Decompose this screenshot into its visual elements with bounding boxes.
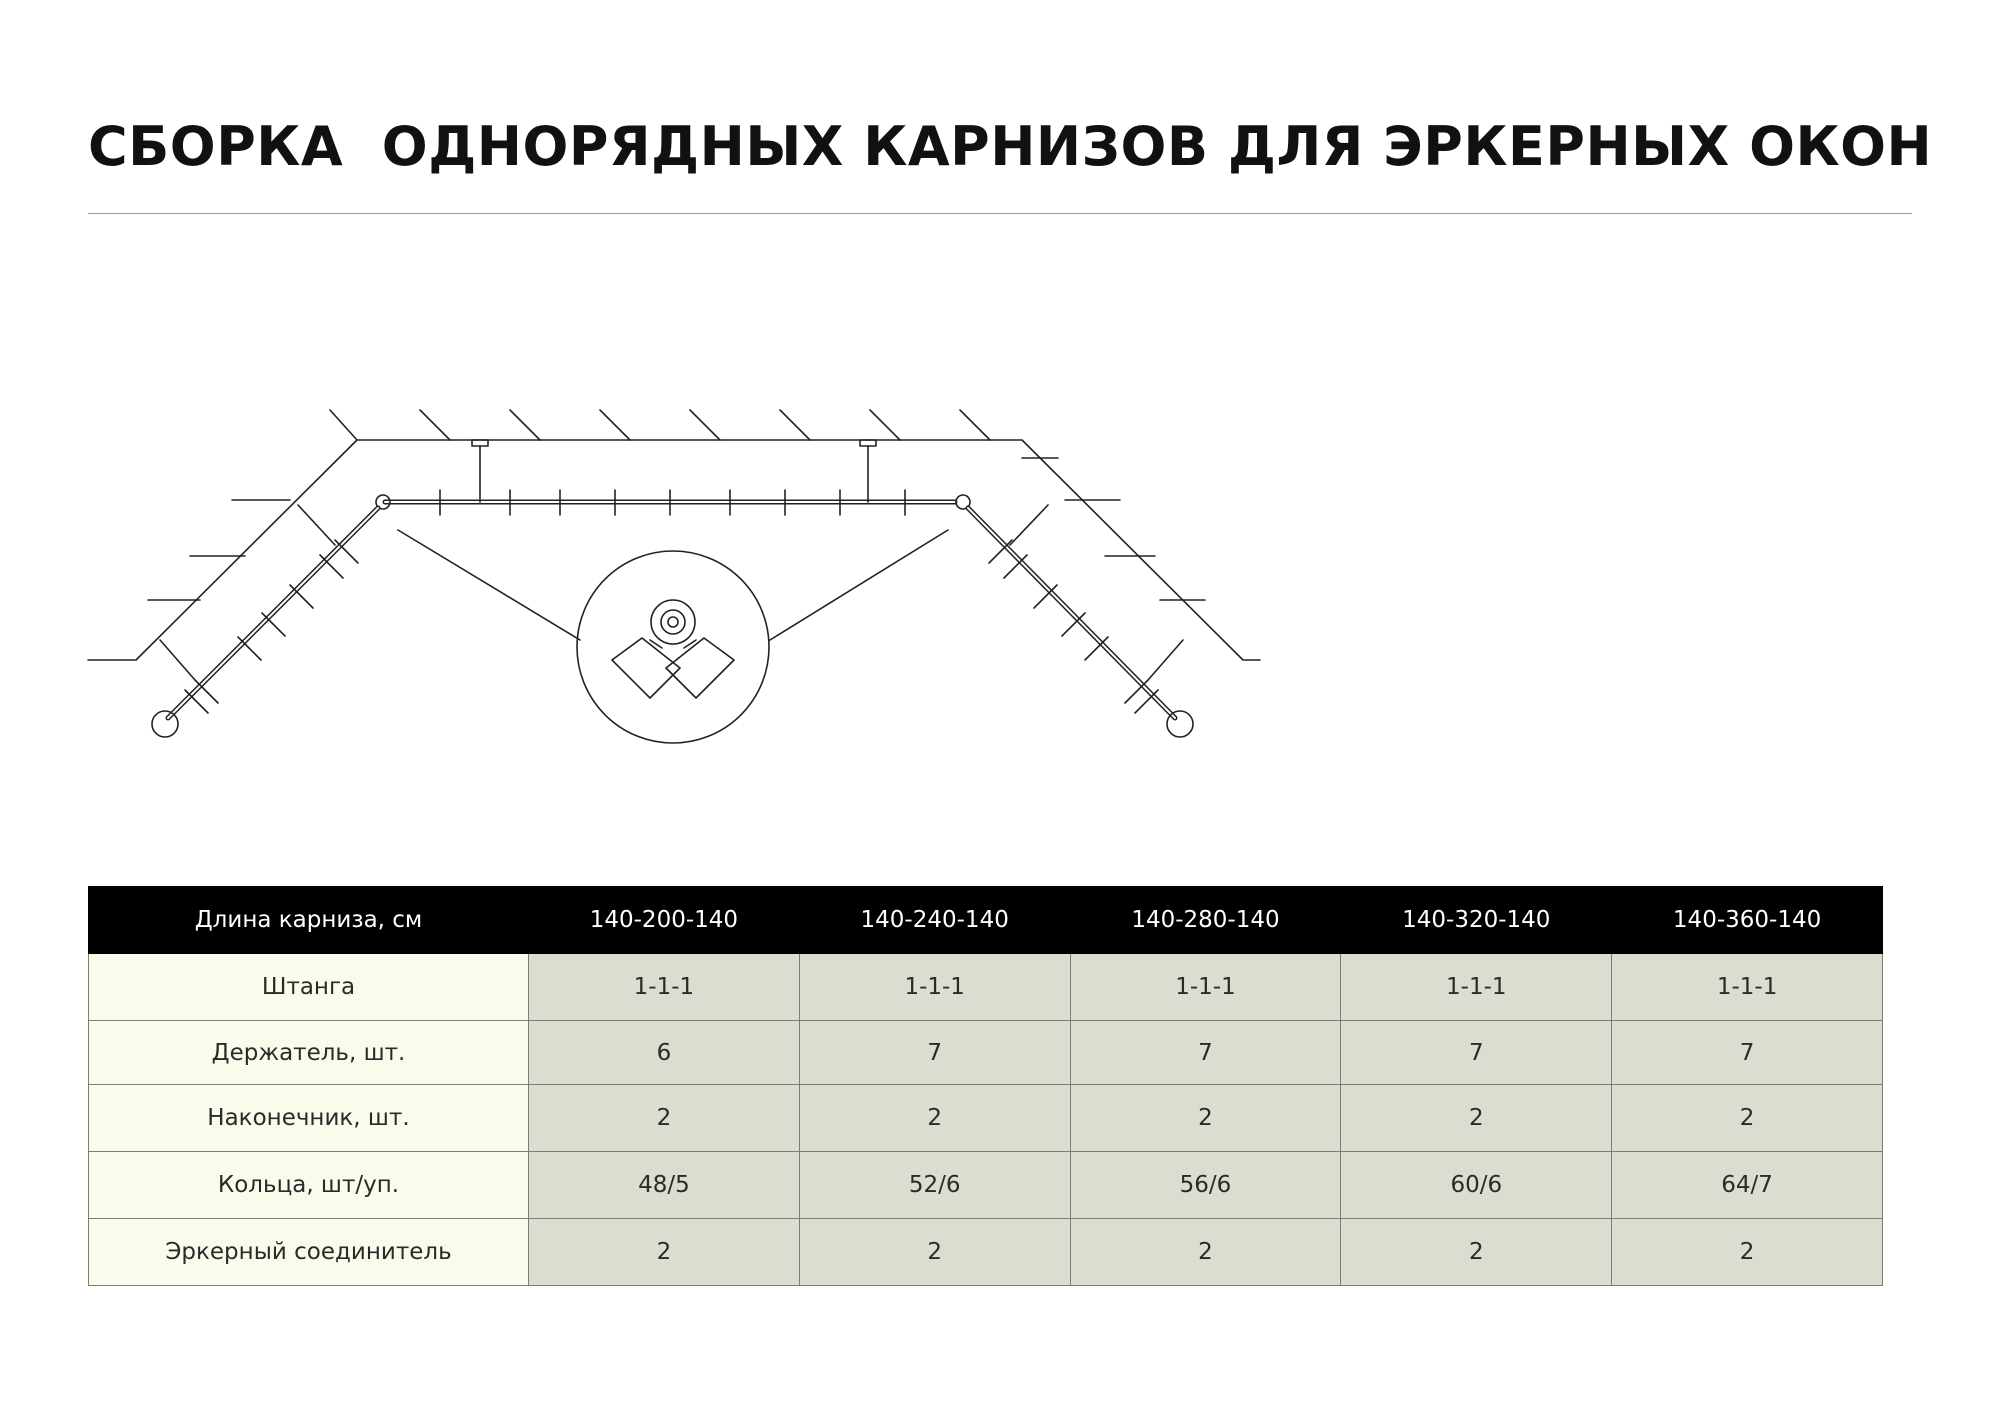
table-cell: 7 <box>1070 1021 1341 1085</box>
row-label: Кольца, шт/уп. <box>89 1152 529 1219</box>
connector-detail-magnifier <box>577 551 769 743</box>
row-label: Наконечник, шт. <box>89 1085 529 1152</box>
spec-table <box>88 886 1883 1286</box>
table-cell: 1-1-1 <box>1612 954 1883 1021</box>
table-cell: 64/7 <box>1612 1152 1883 1219</box>
table-cell: 7 <box>1612 1021 1883 1085</box>
table-cell: 2 <box>1612 1219 1883 1286</box>
table-cell: 48/5 <box>529 1152 800 1219</box>
table-header-cell: 140-280-140 <box>1070 887 1341 954</box>
table-row <box>89 1219 1883 1286</box>
row-label: Эркерный соединитель <box>89 1219 529 1286</box>
row-label: Держатель, шт. <box>89 1021 529 1085</box>
table-row <box>89 1152 1883 1219</box>
table-cell: 2 <box>799 1085 1070 1152</box>
table-cell: 2 <box>799 1219 1070 1286</box>
left-finial-icon <box>152 711 178 737</box>
table-cell: 60/6 <box>1341 1152 1612 1219</box>
table-row <box>89 1085 1883 1152</box>
title-divider <box>88 213 1912 214</box>
table-header-cell: 140-360-140 <box>1612 887 1883 954</box>
table-cell: 2 <box>1612 1085 1883 1152</box>
table-cell: 7 <box>799 1021 1070 1085</box>
table-cell: 7 <box>1341 1021 1612 1085</box>
table-cell: 2 <box>1070 1219 1341 1286</box>
table-row <box>89 954 1883 1021</box>
table-cell: 2 <box>1341 1219 1612 1286</box>
table-header-cell: 140-320-140 <box>1341 887 1612 954</box>
table-cell: 2 <box>529 1219 800 1286</box>
table-cell: 1-1-1 <box>799 954 1070 1021</box>
table-cell: 6 <box>529 1021 800 1085</box>
table-header-row <box>89 887 1883 954</box>
right-finial-icon <box>1167 711 1193 737</box>
page-title: СБОРКА ОДНОРЯДНЫХ КАРНИЗОВ ДЛЯ ЭРКЕРНЫХ ОКОН <box>88 115 1933 178</box>
table-row <box>89 1021 1883 1085</box>
table-cell: 1-1-1 <box>529 954 800 1021</box>
table-cell: 52/6 <box>799 1152 1070 1219</box>
table-cell: 2 <box>1341 1085 1612 1152</box>
table-cell: 1-1-1 <box>1070 954 1341 1021</box>
table-header-cell: 140-240-140 <box>799 887 1070 954</box>
table-cell: 1-1-1 <box>1341 954 1612 1021</box>
table-header-cell: 140-200-140 <box>529 887 800 954</box>
table-header-cell: Длина карниза, см <box>89 887 529 954</box>
row-label: Штанга <box>89 954 529 1021</box>
table-cell: 2 <box>1070 1085 1341 1152</box>
table-cell: 2 <box>529 1085 800 1152</box>
bay-window-cornice-diagram <box>70 385 1270 775</box>
table-cell: 56/6 <box>1070 1152 1341 1219</box>
